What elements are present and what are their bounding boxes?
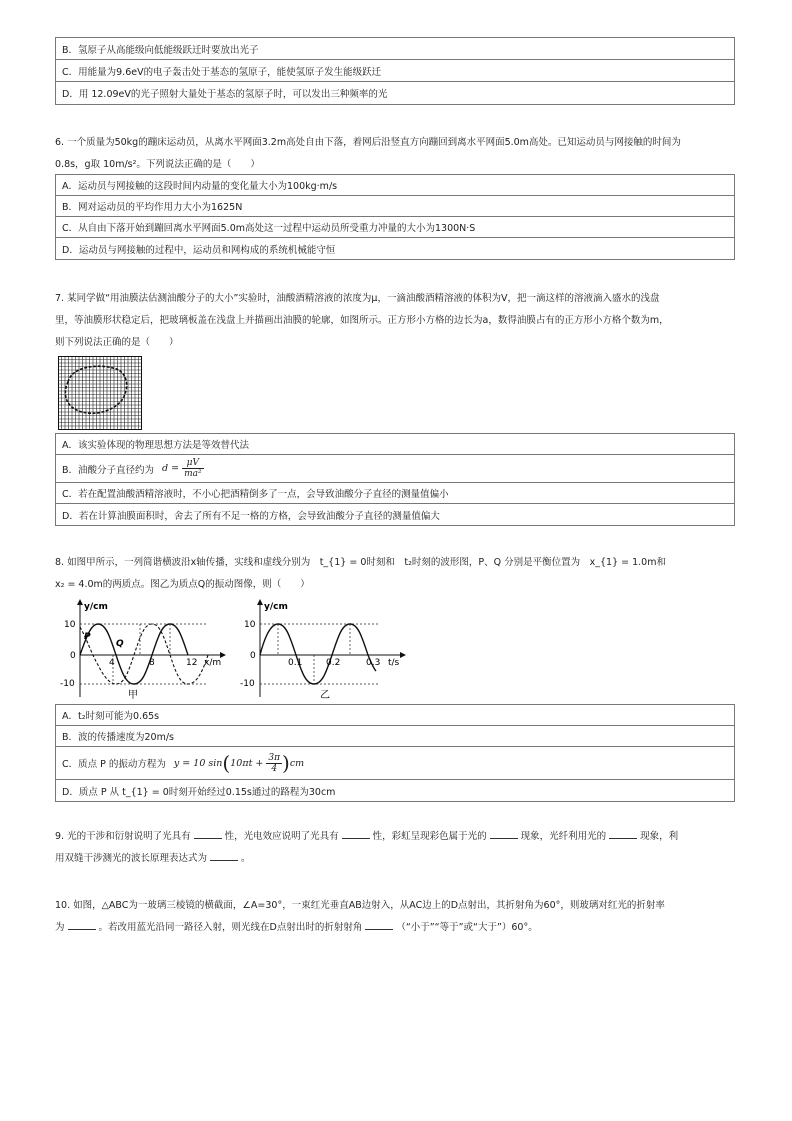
jia-tick-8: 8 (149, 658, 155, 668)
q8-option-c-text: C．质点 P 的振动方程为 (62, 759, 166, 770)
q6-option-a: A．运动员与网接触的这段时间内动量的变化量大小为100kg·m/s (56, 175, 734, 196)
q10-text-2: 为 (55, 922, 65, 933)
q9-line2 (55, 848, 735, 870)
q8-options-table (55, 704, 735, 802)
jia-point-p: P (84, 632, 91, 642)
q7-fraction-denominator: ma² (184, 469, 202, 479)
q8-eq-right-paren: ) (282, 751, 290, 775)
q7-line3: 则下列说法正确的是（ ） (55, 337, 179, 348)
yi-caption: 乙 (320, 690, 330, 701)
yi-tick-02: 0.2 (326, 658, 341, 668)
q5-option-c: C．用能量为9.6eV的电子轰击处于基态的氢原子，能使氢原子发生能级跃迁 (56, 60, 734, 82)
q7-line2: 里，等油膜形状稳定后，把玻璃板盖在浅盘上并描画出油膜的轮廓，如图所示。正方形小方格的边长为a，数得油膜占有的正方形小方格个数为m， (55, 315, 669, 326)
jia-y-top: 10 (64, 620, 76, 630)
q6-option-b: B．网对运动员的平均作用力大小为1625N (56, 196, 734, 217)
yi-vibration-curve (260, 624, 376, 684)
q6-line2: 0.8s，g取 10m/s²。下列说法正确的是（ ） (55, 159, 260, 170)
jia-tick-12: 12 (186, 658, 198, 668)
q10-line2 (55, 917, 735, 939)
yi-y-label: y/cm (264, 602, 288, 612)
yi-y-top: 10 (244, 620, 256, 630)
q10-line1: 10. 如图，△ABC为一玻璃三棱镜的横截面，∠A=30°，一束红光垂直AB边射入，从AC边上的D点射出，其折射角为60°，则玻璃对红光的折射率 (55, 900, 665, 911)
q9-text-1: 9. 光的干涉和衍射说明了光具有 (55, 831, 191, 842)
jia-caption: 甲 (128, 690, 138, 701)
jia-y-label: y/cm (84, 602, 108, 612)
oil-film-grid-figure (58, 356, 142, 430)
jia-y-zero: 0 (70, 651, 76, 661)
q6-options-table (55, 174, 735, 260)
q10-text-3: 。若改用蓝光沿同一路径入射，则光线在D点射出时的折射射角 (98, 922, 363, 933)
q8-option-b: B．波的传播速度为20m/s (56, 726, 734, 747)
q8-eq-numerator: 3π (268, 752, 281, 763)
yi-tick-01: 0.1 (288, 658, 303, 668)
jia-point-q: Q (116, 639, 124, 649)
q8-eq-left-paren: ( (222, 751, 231, 775)
q8-eq-inner: 10πt + (230, 757, 264, 769)
jia-tick-4: 4 (109, 658, 115, 668)
yi-y-bottom: -10 (240, 679, 255, 689)
q6-option-c: C．从自由下落开始到蹦回离水平网面5.0m高处这一过程中运动员所受重力冲量的大小为1300N·S (56, 217, 734, 238)
q7-option-d: D．若在计算油膜面积时，舍去了所有不足一格的方格，会导致油酸分子直径的测量值偏大 (62, 510, 440, 522)
q7-option-b-fraction (182, 458, 204, 479)
q8-option-c (56, 747, 734, 780)
q5-option-b: B．氢原子从高能级向低能级跃迁时要放出光子 (56, 38, 734, 60)
q5-option-d: D．用 12.09eV的光子照射大量处于基态的氢原子时，可以发出三种频率的光 (62, 89, 388, 100)
q6-option-d: D．运动员与网接触的过程中，运动员和网构成的系统机械能守恒 (62, 244, 336, 256)
yi-x-label: t/s (388, 658, 400, 668)
q9-blank-3[interactable] (490, 829, 518, 839)
q6-stem (55, 132, 735, 176)
q7-option-a: A．该实验体现的物理思想方法是等效替代法 (56, 434, 734, 455)
q8-eq-left: y = 10 sin (173, 757, 223, 769)
yi-tick-03: 0.3 (366, 658, 381, 668)
q7-option-b (56, 455, 734, 483)
q8-line1: 8. 如图甲所示，一列简谐横波沿x轴传播，实线和虚线分别为 t_{1} = 0时刻和 t₂时刻的波形图，P、Q 分别是平衡位置为 x_{1} = 1.0m和 (55, 557, 666, 568)
q7-option-b-text: B．油酸分子直径约为 (62, 464, 155, 476)
q7-fraction-numerator: μV (182, 458, 204, 469)
wave-graph-jia (58, 597, 228, 701)
jia-x-label: x/m (204, 658, 222, 668)
q7-line1: 7. 某同学做“用油膜法估测油酸分子的大小”实验时，油酸酒精溶液的浓度为μ，一滴油酸酒精溶液的体积为V，把一滴这样的溶液滴入盛水的浅盘 (55, 293, 660, 304)
q9-text-6: 用双缝干涉测光的波长原理表达式为 (55, 853, 208, 864)
q8-stem (55, 552, 735, 596)
q9-blank-4[interactable] (609, 829, 637, 839)
q7-option-c: C．若在配置油酸酒精溶液时，不小心把酒精倒多了一点，会导致油酸分子直径的测量值偏小 (56, 483, 734, 504)
q8-eq-denominator: 4 (271, 763, 278, 774)
q7-options-table (55, 433, 735, 526)
q9-text-4: 现象，光纤利用光的 (520, 831, 607, 842)
q9-blank-5[interactable] (210, 851, 238, 861)
q9-blank-1[interactable] (194, 829, 222, 839)
yi-y-zero: 0 (250, 651, 256, 661)
q8-eq-fraction (266, 753, 282, 774)
q8-option-a: A．t₂时刻可能为0.65s (56, 705, 734, 726)
q8-eq-unit: cm (289, 757, 305, 769)
q9-text-7: 。 (241, 853, 251, 864)
q9-text-3: 性，彩虹呈现彩色属于光的 (372, 831, 487, 842)
q8-option-d: D．质点 P 从 t_{1} = 0时刻开始经过0.15s通过的路程为30cm (62, 786, 336, 798)
q10-stem (55, 895, 735, 939)
q9-text-2: 性，光电效应说明了光具有 (224, 831, 339, 842)
q9-stem (55, 826, 735, 870)
q9-text-5: 现象，利 (640, 831, 679, 842)
vibration-graph-yi (238, 597, 408, 701)
q6-line1: 6. 一个质量为50kg的蹦床运动员，从离水平网面3.2m高处自由下落，着网后沿竖直方向蹦回到离水平网面5.0m高处。已知运动员与网接触的时间为 (55, 137, 681, 148)
q9-blank-2[interactable] (342, 829, 370, 839)
q10-blank-2[interactable] (365, 920, 393, 930)
q9-line1 (55, 826, 735, 848)
q7-stem (55, 288, 735, 354)
q8-line2: x₂ = 4.0m的两质点。图乙为质点Q的振动图像，则（ ） (55, 579, 310, 590)
jia-y-bottom: -10 (60, 679, 75, 689)
q7-option-b-var: d = (162, 463, 180, 474)
q10-blank-1[interactable] (68, 920, 96, 930)
q10-text-4: （“小于”“等于”或“大于”）60°。 (396, 922, 538, 933)
q5-options-table (55, 37, 735, 105)
